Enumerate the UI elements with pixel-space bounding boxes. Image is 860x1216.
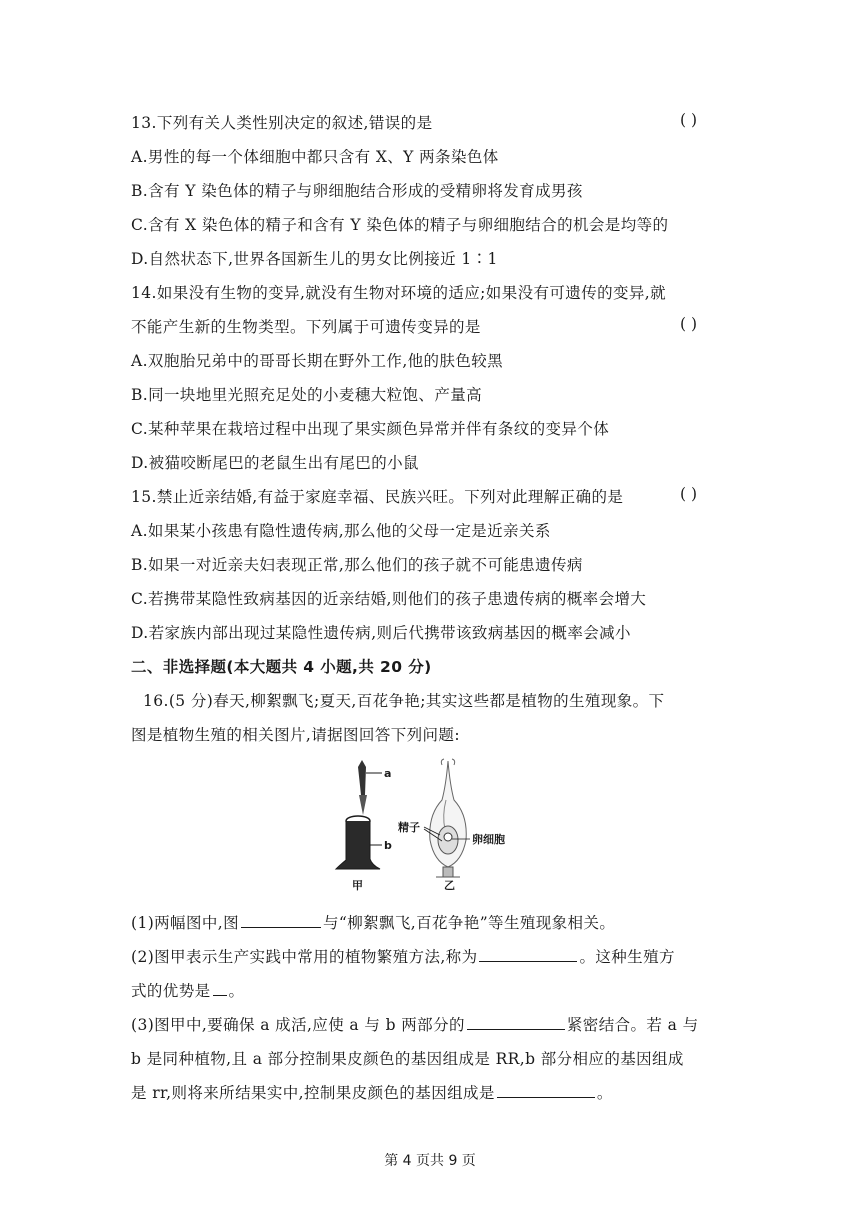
q14-option-a: A.双胞胎兄弟中的哥哥长期在野外工作,他的肤色较黑	[131, 352, 504, 370]
q14-option-d: D.被猫咬断尾巴的老鼠生出有尾巴的小鼠	[131, 454, 419, 472]
q14-option-b: B.同一块地里光照充足处的小麦穗大粒饱、产量高	[131, 386, 483, 404]
q14-answer-paren: ( )	[680, 315, 698, 333]
q16-sub2-text-a: (2)图甲表示生产实践中常用的植物繁殖方法,称为	[131, 948, 478, 966]
q14-stem-line1: 14.如果没有生物的变异,就没有生物对环境的适应;如果没有可遗传的变异,就	[131, 284, 667, 302]
q13-answer-paren: ( )	[680, 111, 698, 129]
q15-answer-paren: ( )	[680, 485, 698, 503]
q15-option-c: C.若携带某隐性致病基因的近亲结婚,则他们的孩子患遗传病的概率会增大	[131, 590, 647, 608]
q16-sub1	[131, 911, 615, 933]
q16-sub1-text-b: 与“柳絮飘飞,百花争艳”等生殖现象相关。	[322, 914, 616, 932]
q16-stem-line2: 图是植物生殖的相关图片,请据图回答下列问题:	[131, 726, 460, 744]
answer-blank-4[interactable]	[467, 1015, 565, 1030]
caption-yi: 乙	[444, 879, 455, 892]
q15-stem: 15.禁止近亲结婚,有益于家庭幸福、民族兴旺。下列对此理解正确的是	[131, 488, 624, 506]
q16-sub3-text-a: (3)图甲中,要确保 a 成活,应使 a 与 b 两部分的	[131, 1016, 465, 1034]
caption-jia: 甲	[352, 879, 363, 892]
q13-option-d: D.自然状态下,世界各国新生儿的男女比例接近 1∶1	[131, 250, 498, 268]
section-heading: 二、非选择题(本大题共 4 小题,共 20 分)	[131, 658, 432, 676]
grafting-diagram	[336, 760, 392, 892]
q16-sub2-text-c: 式的优势是	[131, 982, 211, 1000]
q16-sub3-text-b: 紧密结合。若 a 与	[566, 1016, 699, 1034]
q16-sub3-text-e: 。	[596, 1084, 613, 1102]
answer-blank-1[interactable]	[241, 913, 321, 928]
q13-stem: 13.下列有关人类性别决定的叙述,错误的是	[131, 114, 433, 132]
label-sperm: 精子	[398, 821, 420, 834]
q16-sub3-line2: b 是同种植物,且 a 部分控制果皮颜色的基因组成是 RR,b 部分相应的基因组成	[131, 1050, 684, 1068]
q16-sub2-text-b: 。这种生殖方	[579, 948, 675, 966]
q16-sub3-text-d: 是 rr,则将来所结果实中,控制果皮颜色的基因组成是	[131, 1084, 495, 1102]
q16-sub1-text-a: (1)两幅图中,图	[131, 914, 239, 932]
q13-option-a: A.男性的每一个体细胞中都只含有 X、Y 两条染色体	[131, 148, 499, 166]
q13-option-b: B.含有 Y 染色体的精子与卵细胞结合形成的受精卵将发育成男孩	[131, 182, 583, 200]
answer-blank-2[interactable]	[479, 947, 577, 962]
q16-sub2-text-d: 。	[228, 982, 245, 1000]
q13-option-c: C.含有 X 染色体的精子和含有 Y 染色体的精子与卵细胞结合的机会是均等的	[131, 216, 669, 234]
q16-sub3-line1	[131, 1013, 699, 1035]
q16-sub2-line1	[131, 945, 675, 967]
q15-option-d: D.若家族内部出现过某隐性遗传病,则后代携带该致病基因的概率会减小	[131, 624, 631, 642]
label-a: a	[384, 767, 392, 780]
q16-stem-line1: 16.(5 分)春天,柳絮飘飞;夏天,百花争艳;其实这些都是植物的生殖现象。下	[143, 692, 665, 710]
q15-option-b: B.如果一对近亲夫妇表现正常,那么他们的孩子就不可能患遗传病	[131, 556, 583, 574]
answer-blank-5[interactable]	[497, 1083, 595, 1098]
q16-sub2-line2	[131, 979, 244, 1001]
fertilization-diagram	[397, 759, 505, 892]
q15-option-a: A.如果某小孩患有隐性遗传病,那么他的父母一定是近亲关系	[131, 522, 551, 540]
q14-stem-line2: 不能产生新的生物类型。下列属于可遗传变异的是	[131, 318, 481, 336]
answer-blank-3[interactable]	[213, 981, 227, 996]
q16-sub3-line3	[131, 1081, 613, 1103]
page-footer: 第 4 页共 9 页	[384, 1153, 476, 1169]
plant-reproduction-figure	[330, 755, 540, 900]
label-egg-cell: 卵细胞	[472, 833, 505, 846]
q14-option-c: C.某种苹果在栽培过程中出现了果实颜色异常并伴有条纹的变异个体	[131, 420, 610, 438]
label-b: b	[384, 839, 392, 852]
